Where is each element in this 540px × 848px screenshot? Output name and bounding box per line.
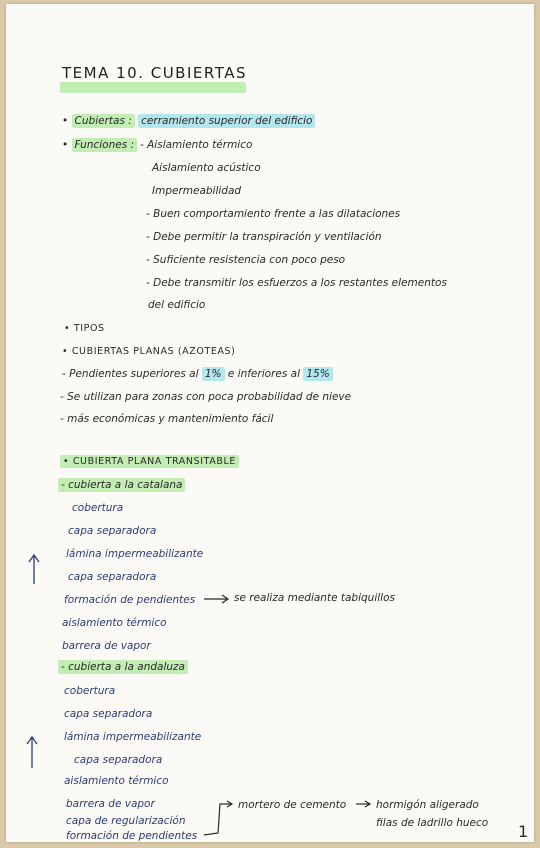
andaluza-layer: cobertura	[64, 685, 116, 697]
andaluza-layer: capa separadora	[64, 708, 153, 720]
notebook-page	[6, 4, 534, 842]
catalana-layer: formación de pendientes	[64, 594, 196, 606]
andaluza-layer: aislamiento térmico	[64, 775, 169, 787]
function-item: - Buen comportamiento frente a las dilataciones	[146, 208, 401, 220]
catalana-layer: capa separadora	[68, 525, 157, 537]
slope-text-a: - Pendientes superiores al	[62, 368, 199, 380]
bracket-arrow-icon	[204, 801, 232, 835]
catalana-layer: barrera de vapor	[62, 640, 151, 652]
catalana-layer: capa separadora	[68, 571, 157, 583]
function-item: - Debe permitir la transpiración y ventilación	[146, 231, 382, 243]
catalana-layer: cobertura	[72, 502, 124, 514]
right-arrow-icon	[204, 595, 228, 603]
function-item: Impermeabilidad	[152, 185, 242, 197]
up-arrow-icon	[29, 555, 39, 584]
page-title: TEMA 10. CUBIERTAS	[62, 64, 247, 82]
function-item: del edificio	[148, 299, 206, 311]
andaluza-layer: barrera de vapor	[66, 798, 155, 810]
transitable-heading: • CUBIERTA PLANA TRANSITABLE	[60, 457, 239, 467]
right-arrow-icon	[356, 801, 370, 807]
slope-max: 15%	[303, 367, 332, 381]
andaluza-note-concrete: hormigón aligerado	[376, 799, 479, 811]
function-item: - Aislamiento térmico	[140, 139, 253, 151]
tipos-heading: • TIPOS	[64, 323, 105, 334]
catalana-title: - cubierta a la catalana	[58, 480, 185, 491]
cubiertas-term: Cubiertas :	[72, 114, 135, 128]
slope-min: 1%	[202, 367, 225, 381]
andaluza-title: - cubierta a la andaluza	[58, 662, 188, 673]
andaluza-layer: formación de pendientes	[66, 830, 198, 842]
up-arrow-icon	[27, 737, 37, 768]
hand-drawn-arrows	[6, 4, 534, 842]
slope-text-b: e inferiores al	[227, 368, 300, 380]
cubiertas-definition: cerramiento superior del edificio	[138, 114, 315, 128]
function-item: - Debe transmitir los esfuerzos a los restantes elementos	[146, 277, 447, 289]
planas-use-line: - Se utilizan para zonas con poca probabilidad de nieve	[60, 391, 352, 403]
function-item: Aislamiento acústico	[152, 162, 261, 174]
function-item: - Suficiente resistencia con poco peso	[146, 254, 346, 266]
catalana-layer: lámina impermeabilizante	[66, 548, 204, 560]
andaluza-note-brick: filas de ladrillo hueco	[376, 817, 489, 829]
catalana-layer: aislamiento térmico	[62, 617, 167, 629]
bullet: •	[62, 139, 69, 151]
andaluza-layer: capa de regularización	[66, 815, 186, 827]
bullet: •	[62, 115, 69, 127]
andaluza-layer: lámina impermeabilizante	[64, 731, 202, 743]
andaluza-layer: capa separadora	[74, 754, 163, 766]
planas-heading: • CUBIERTAS PLANAS (AZOTEAS)	[62, 346, 236, 357]
page-number: 1	[518, 822, 529, 841]
planas-cost-line: - más económicas y mantenimiento fácil	[60, 413, 274, 425]
andaluza-note-mortar: mortero de cemento	[238, 799, 347, 811]
catalana-note: se realiza mediante tabiquillos	[234, 592, 395, 604]
functions-term: Funciones :	[72, 138, 138, 152]
